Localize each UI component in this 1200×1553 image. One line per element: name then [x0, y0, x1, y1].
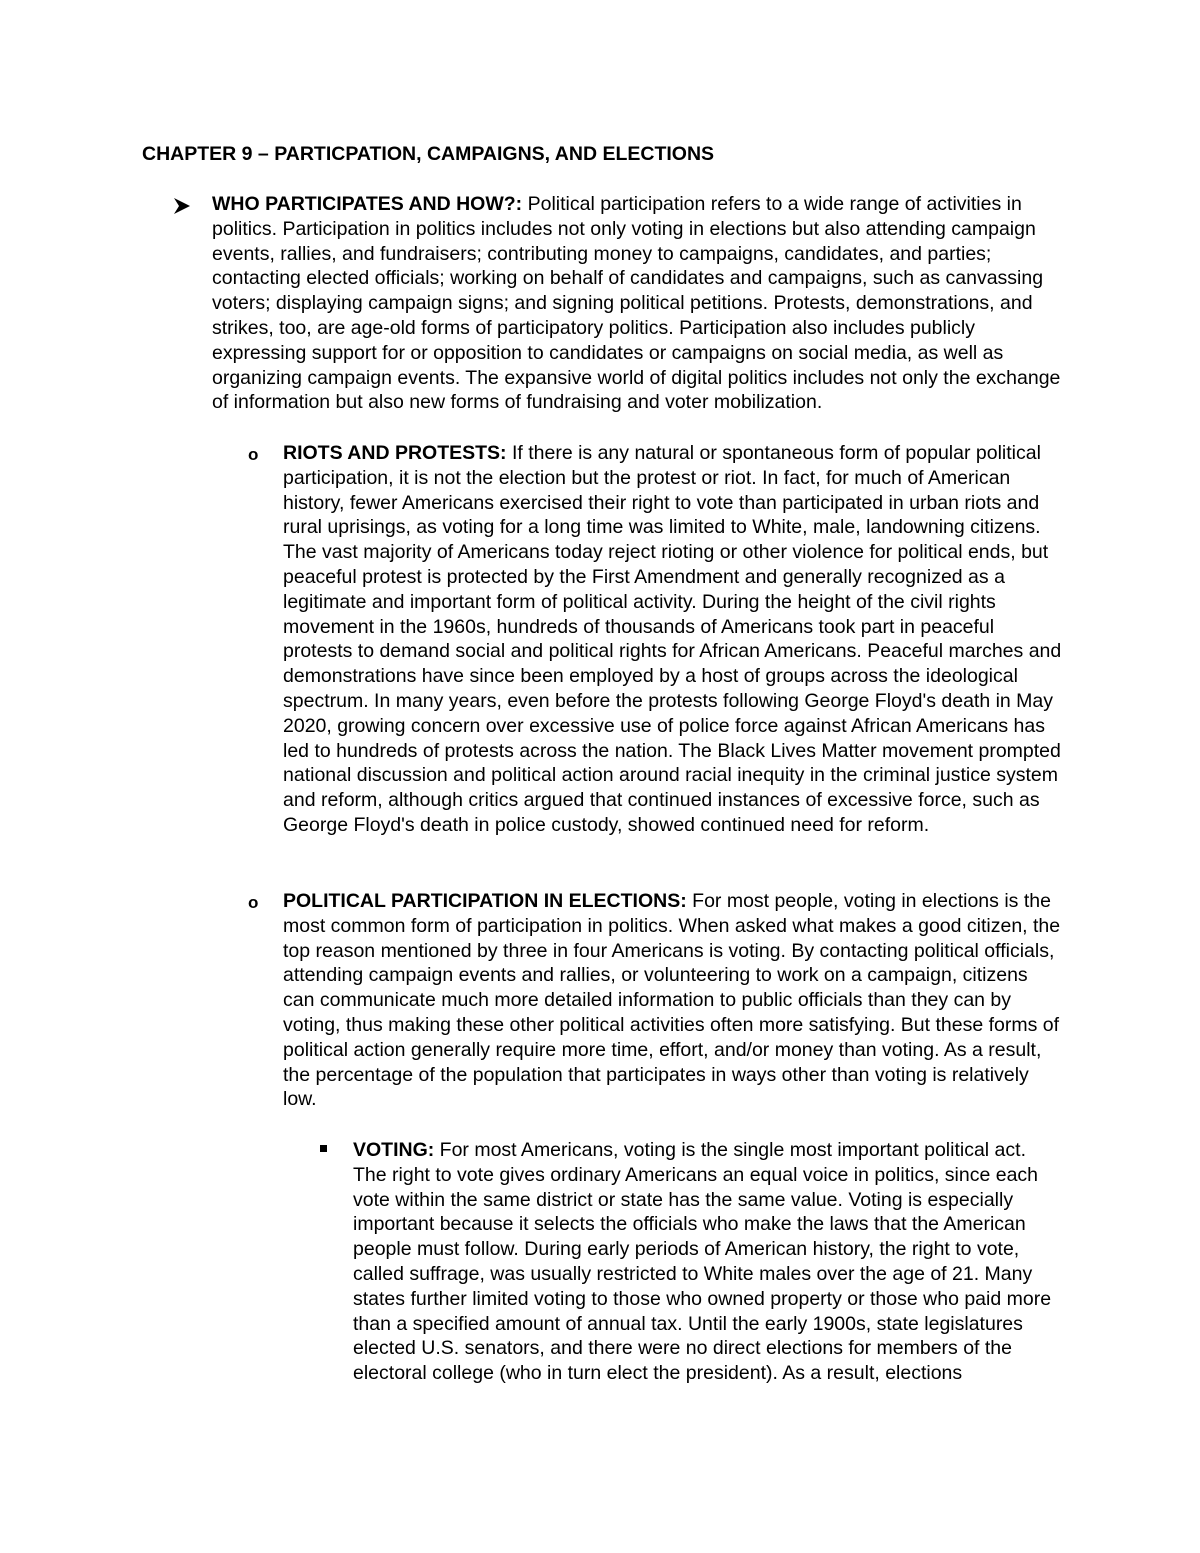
section-body: For most people, voting in elections is the most common form of participation in politics. When asked what makes a good citizen, the top reason mentioned by three in four Americans is voting. By contacting political officials, attending campaign events and rallies, or volunteering to work on a campaign, citizens can communicate much more detailed information to public officials than they can by voting, thus making these other political activities often more satisfying. But these forms of political action generally require more time, effort, and/or money than voting. As a result, the percentage of the population that participates in ways other than voting is relatively low.	[283, 890, 1061, 1111]
arrowhead-bullet-icon	[172, 196, 192, 216]
section-body: For most Americans, voting is the single most important political act. The right to vote gives ordinary Americans an equal voice in politics, since each vote within the same district or state has the same value. Voting is especially important because it selects the officials who make the laws that the American people must follow. During early periods of American history, the right to vote, called suffrage, was usually restricted to White males over the age of 21. Many states further limited voting to those who owned property or those who paid more than a specified amount of annual tax. Until the early 1900s, state legislatures elected U.S. senators, and there were no direct elections for members of the electoral college (who in turn elect the president). As a result, elections	[353, 1139, 1052, 1385]
section-body: Political participation refers to a wide range of activities in politics. Participation in politics includes not only voting in elections but also attending campaign events, rallies, and fundraisers; contributing money to campaigns, candidates, and parties; contacting elected officials; working on behalf of candidates and campaigns, such as canvassing voters; displaying campaign signs; and signing political petitions. Protests, demonstrations, and strikes, too, are age-old forms of participatory politics. Participation also includes publicly expressing support for or opposition to candidates or campaigns on social media, as well as organizing campaign events. The expansive world of digital politics includes not only the exchange of information but also new forms of fundraising and voter mobilization.	[212, 193, 1061, 414]
section-body: If there is any natural or spontaneous form of popular political participation, it is not the election but the protest or riot. In fact, for much of American history, fewer Americans exercised their right to vote than participated in urban riots and rural uprisings, as voting for a long time was limited to White, male, landowning citizens. The vast majority of Americans today reject rioting or other violence for political ends, but peaceful protest is protected by the First Amendment and generally recognized as a legitimate and important form of political activity. During the height of the civil rights movement in the 1960s, hundreds of thousands of Americans took part in peaceful protests to demand social and political rights for African Americans. Peaceful marches and demonstrations have since been employed by a host of groups across the ideological spectrum. In many years, even before the protests following George Floyd's death in May 2020, growing concern over excessive use of police force against African Americans has led to hundreds of protests across the nation. The Black Lives Matter movement prompted national discussion and political action around racial inequity in the criminal justice system and reform, although critics argued that continued instances of excessive force, such as George Floyd's death in police custody, showed continued need for reform.	[283, 442, 1062, 836]
section-heading: POLITICAL PARTICIPATION IN ELECTIONS:	[283, 890, 687, 912]
section-participation-in-elections	[283, 889, 1063, 1112]
section-heading: WHO PARTICIPATES AND HOW?:	[212, 193, 523, 215]
square-bullet-icon	[320, 1145, 327, 1152]
section-riots-and-protests	[283, 441, 1063, 838]
circle-o-bullet-icon: o	[248, 445, 259, 464]
circle-o-bullet-icon: o	[248, 893, 259, 912]
chapter-title: CHAPTER 9 – PARTICPATION, CAMPAIGNS, AND ELECTIONS	[142, 143, 715, 165]
section-voting	[353, 1138, 1063, 1386]
section-heading: RIOTS AND PROTESTS:	[283, 442, 507, 464]
section-who-participates	[212, 192, 1062, 415]
section-heading: VOTING:	[353, 1139, 435, 1161]
